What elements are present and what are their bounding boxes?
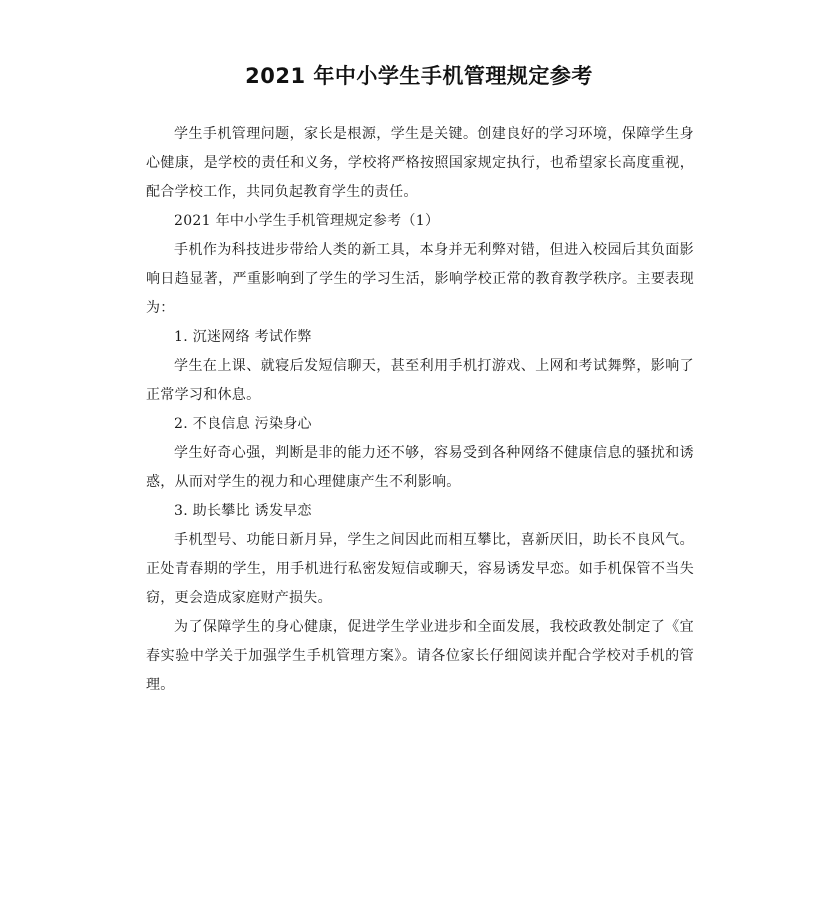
item-heading-2: 2. 不良信息 污染身心 [174,416,312,432]
paragraph-intro: 学生手机管理问题，家长是根源，学生是关键。创建良好的学习环境，保障学生身心健康，是学校的责任和义务，学校将严格按照国家规定执行，也希望家长高度重视，配合学校工作，共同负起教育学生的责任。 [146,126,694,200]
item-body-1: 学生在上课、就寝后发短信聊天，甚至利用手机打游戏、上网和考试舞弊，影响了正常学习和休息。 [146,358,694,403]
paragraph-overview: 手机作为科技进步带给人类的新工具，本身并无利弊对错，但进入校园后其负面影响日趋显著，严重影响到了学生的学习生活，影响学校正常的教育教学秩序。主要表现为： [146,242,694,316]
document-body [146,120,694,700]
section-heading: 2021 年中小学生手机管理规定参考（1） [174,213,440,229]
item-heading-3: 3. 助长攀比 诱发早恋 [174,503,312,519]
item-heading-1: 1. 沉迷网络 考试作弊 [174,329,312,345]
item-body-2: 学生好奇心强，判断是非的能力还不够，容易受到各种网络不健康信息的骚扰和诱惑，从而对学生的视力和心理健康产生不利影响。 [146,445,694,490]
document-title: 2021 年中小学生手机管理规定参考 [245,64,593,88]
paragraph-conclusion: 为了保障学生的身心健康，促进学生学业进步和全面发展，我校政教处制定了《宜春实验中学关于加强学生手机管理方案》。请各位家长仔细阅读并配合学校对手机的管理。 [146,619,694,693]
item-body-3: 手机型号、功能日新月异，学生之间因此而相互攀比，喜新厌旧，助长不良风气。正处青春期的学生，用手机进行私密发短信或聊天，容易诱发早恋。如手机保管不当失窃，更会造成家庭财产损失。 [146,532,694,606]
